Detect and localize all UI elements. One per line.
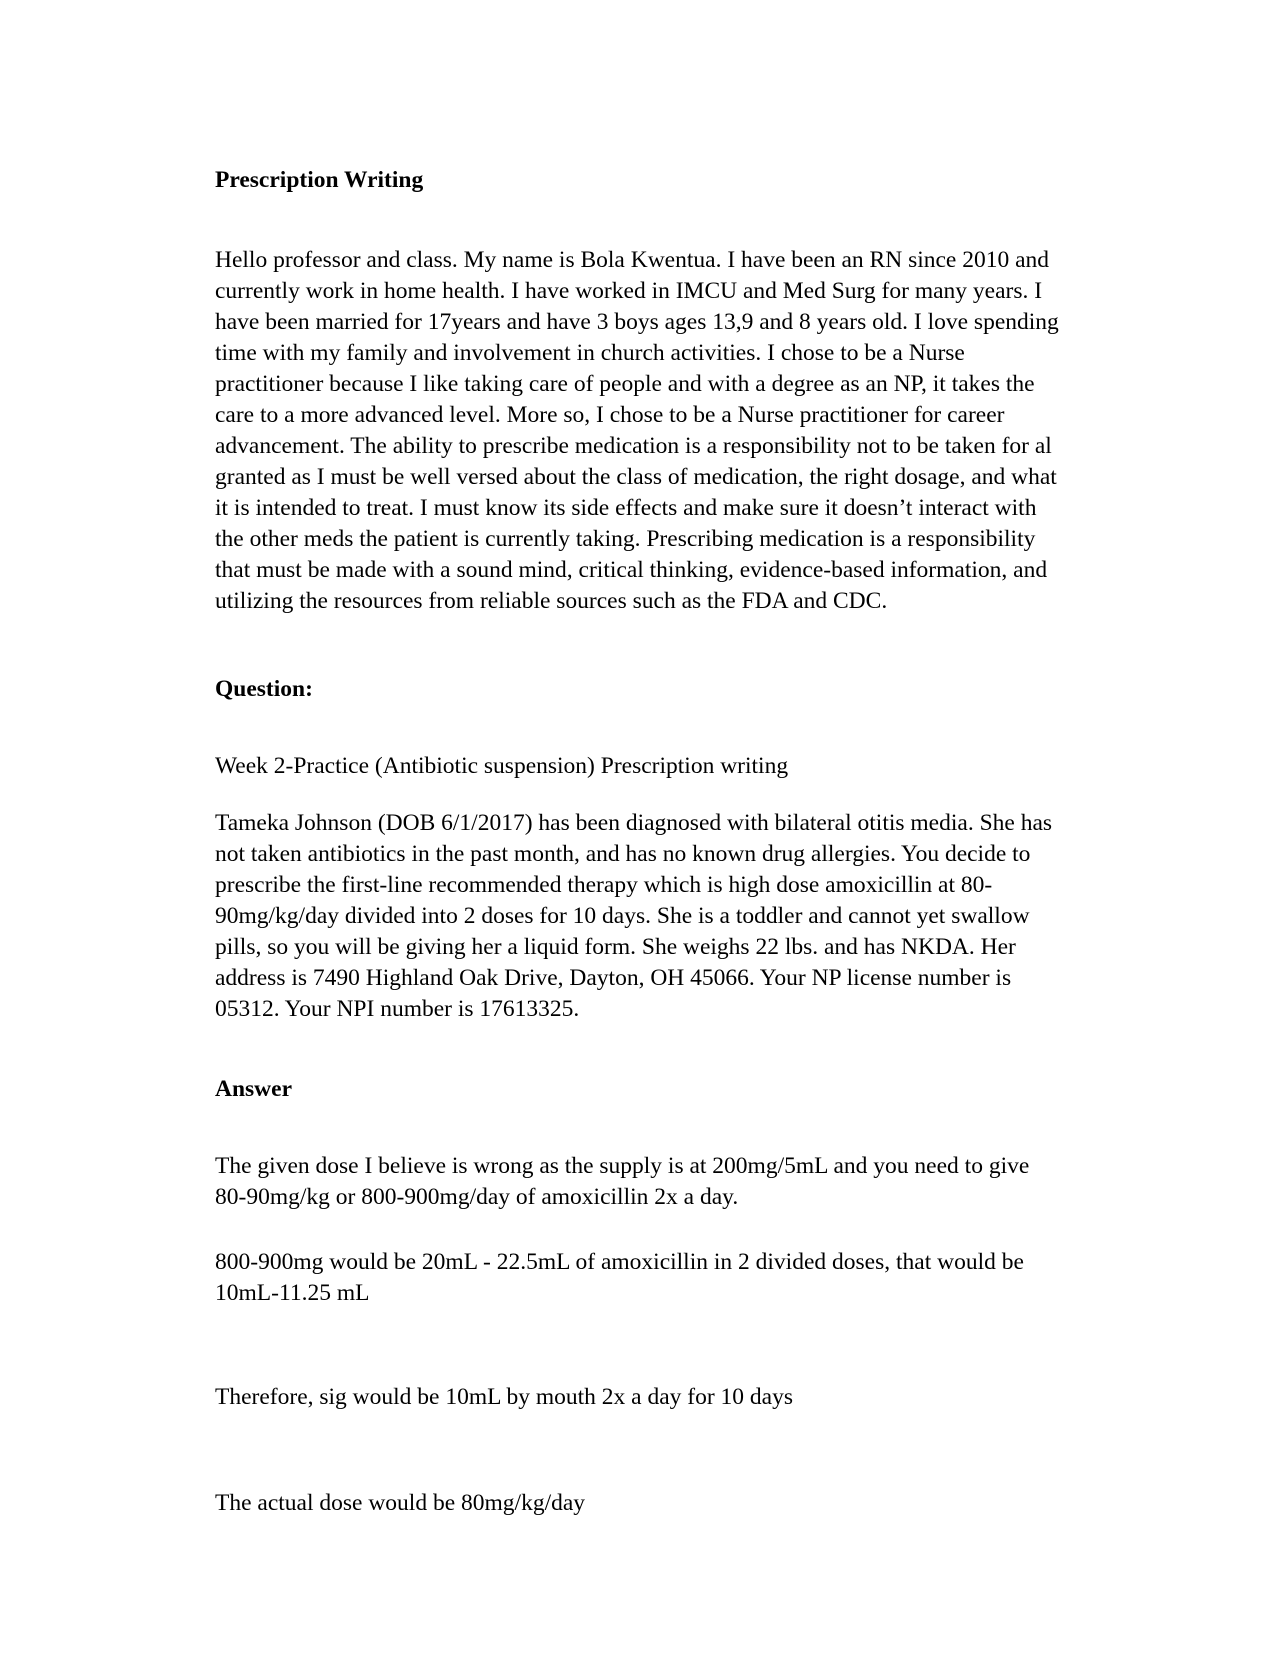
answer-paragraph-3: Therefore, sig would be 10mL by mouth 2x a day for 10 days [215,1384,794,1410]
question-heading: Question: [215,676,313,702]
answer-heading: Answer [215,1076,293,1102]
question-subtitle: Week 2-Practice (Antibiotic suspension) Prescription writing [215,753,789,779]
answer-paragraph-4: The actual dose would be 80mg/kg/day [215,1490,586,1516]
question-paragraph: Tameka Johnson (DOB 6/1/2017) has been diagnosed with bilateral otitis media. She has not taken antibiotics in the past month, and has no known drug allergies. You decide to prescribe the first-line recommended therapy which is high dose amoxicillin at 80- 90mg/kg/day divided into 2 doses for 10 days. She is a toddler and cannot yet swallow pills, so you will be giving her a liquid form. She weighs 22 lbs. and has NKDA. Her address is 7490 Highland Oak Drive, Dayton, OH 45066. Your NP license number is 05312. Your NPI number is 17613325. [215,810,1053,1022]
document-title: Prescription Writing [215,167,424,193]
intro-paragraph: Hello professor and class. My name is Bola Kwentua. I have been an RN since 2010 and currently work in home health. I have worked in IMCU and Med Surg for many years. I have been married for 17years and have 3 boys ages 13,9 and 8 years old. I love spending time with my family and involvement in church activities. I chose to be a Nurse practitioner because I like taking care of people and with a degree as an NP, it takes the care to a more advanced level. More so, I chose to be a Nurse practitioner for career advancement. The ability to prescribe medication is a responsibility not to be taken for al granted as I must be well versed about the class of medication, the right dosage, and what it is intended to treat. I must know its side effects and make sure it doesn’t interact with the other meds the patient is currently taking. Prescribing medication is a responsibility that must be made with a sound mind, critical thinking, evidence-based information, and utilizing the resources from reliable sources such as the FDA and CDC. [215,247,1059,614]
answer-paragraph-2: 800-900mg would be 20mL - 22.5mL of amoxicillin in 2 divided doses, that would be 10mL-11.25 mL [215,1249,1024,1306]
answer-paragraph-1: The given dose I believe is wrong as the supply is at 200mg/5mL and you need to give 80-90mg/kg or 800-900mg/day of amoxicillin 2x a day. [215,1153,1030,1210]
